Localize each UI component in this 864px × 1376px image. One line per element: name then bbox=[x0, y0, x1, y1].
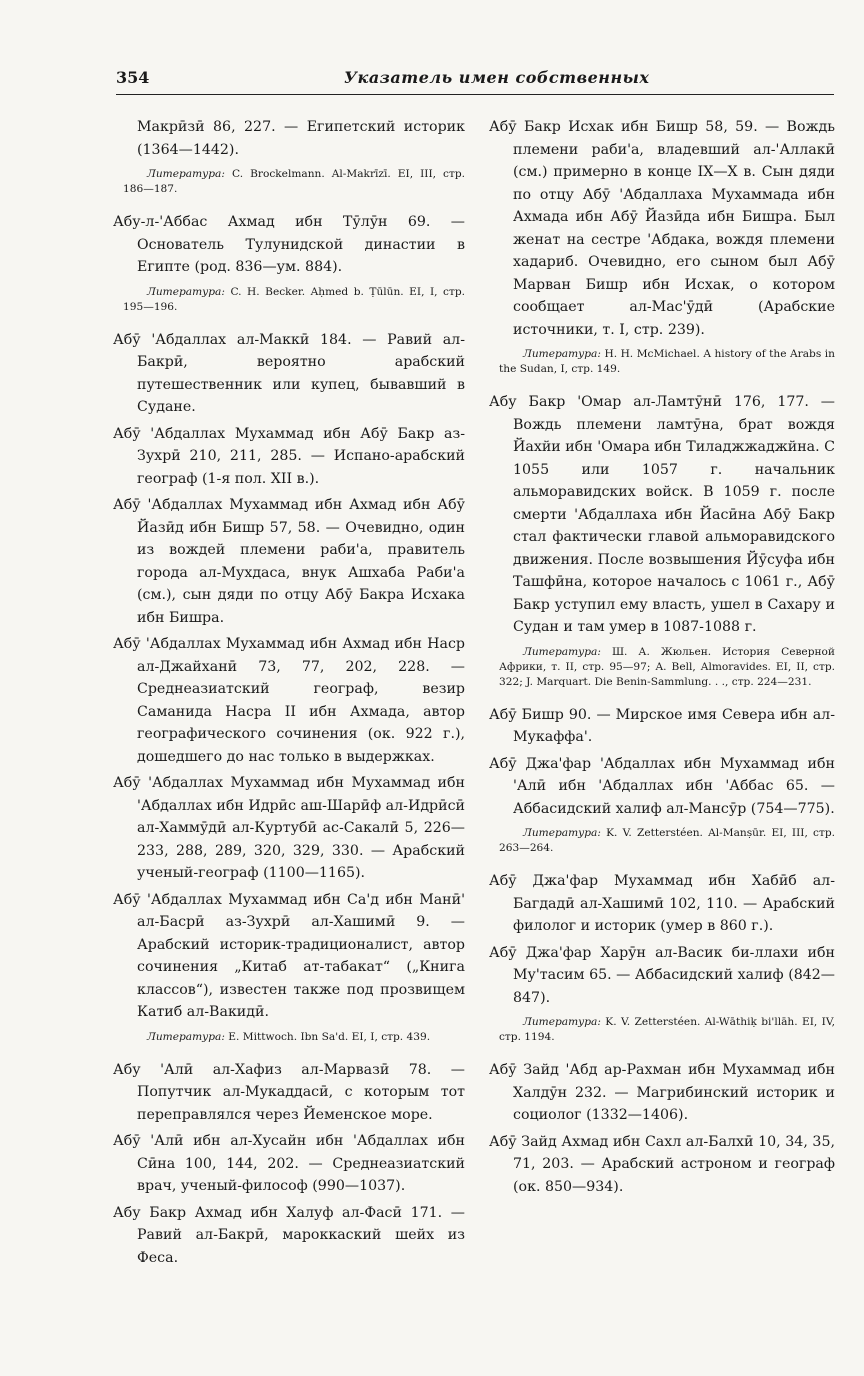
literature-text: C. Brockelmann. Al-Makrīzī. EI, III, стр. 186—187. bbox=[123, 168, 465, 195]
literature-note bbox=[489, 645, 835, 690]
literature-note bbox=[489, 826, 835, 856]
index-entry: Абӯ 'Абдаллах Мухаммад ибн Ахмад ибн Наср ал-Джайханӣ 73, 77, 202, 228. — Среднеазиатский географ, везир Саманида Насра II ибн Ахмада, автор географического сочинения (ок. 922 г.), дошедшего до нас только в выдержках. bbox=[113, 636, 465, 765]
index-entry: Абӯ 'Алӣ ибн ал-Хусайн ибн 'Абдаллах ибн Сӣна 100, 144, 202. — Среднеазиатский врач, ученый-философ (990—1037). bbox=[113, 1133, 465, 1194]
index-entry: Абӯ 'Абдаллах Мухаммад ибн Са'д ибн Манӣ' ал-Басрӣ аз-Зухрӣ ал-Хашимӣ 9. — Арабский историк-традиционалист, автор сочинения „Китаб ат-табакат“ („Книга классов“), известен также под прозвищем Катиб ал-Вакидӣ. bbox=[113, 891, 465, 1020]
literature-note bbox=[489, 347, 835, 377]
index-entry: Абӯ 'Абдаллах Мухаммад ибн Мухаммад ибн 'Абдаллах ибн Идрӣс аш-Шарӣф ал-Идрӣсӣ ал-Хаммӯдӣ ал-Куртубӣ ас-Сакалӣ 5, 226—233, 288, 289, 320, 329, 330. — Арабский ученый-географ (1100—1165). bbox=[113, 775, 465, 881]
index-entry: Абӯ 'Абдаллах Мухаммад ибн Абӯ Бакр аз-Зухрӣ 210, 211, 285. — Испано-арабский географ (1-я пол. XII в.). bbox=[113, 425, 465, 487]
literature-note bbox=[489, 1015, 835, 1045]
literature-label: Литература: bbox=[523, 645, 601, 658]
index-entry: Абӯ Бакр Исхак ибн Бишр 58, 59. — Вождь племени раби'а, владевший ал-'Аллакӣ (см.) примерно в конце IX—X в. Сын дяди по отцу Абӯ 'Абдаллаха Мухаммада ибн Ахмада ибн Абӯ Йазӣда ибн Бишра. Был женат на сестре 'Абдака, вождя племени хадариб. Очевидно, его сыном был Абӯ Марван Бишр ибн Исхак, о котором сообщает ал-Мас'ӯдӣ (Арабские источники, т. I, стр. 239). bbox=[489, 119, 835, 338]
literature-note bbox=[113, 167, 465, 197]
right-column bbox=[489, 116, 835, 1202]
literature-label: Литература: bbox=[147, 285, 225, 298]
literature-text: C. H. Becker. Aḥmed b. Ṭūlūn. EI, I, стр. 195—196. bbox=[123, 285, 465, 313]
literature-text: K. V. Zetterstéen. Al-Manṣūr. EI, III, стр. 263—264. bbox=[499, 827, 835, 854]
literature-label: Литература: bbox=[523, 1016, 601, 1028]
index-entry: Абу-л-'Аббас Ахмад ибн Тӯлӯн 69. — Основатель Тулунидской династии в Египте (род. 836—ум. 884). bbox=[113, 214, 465, 275]
literature-text: H. H. McMichael. A history of the Arabs in the Sudan, I, стр. 149. bbox=[499, 348, 835, 375]
literature-label: Литература: bbox=[147, 1030, 225, 1043]
page-header bbox=[116, 66, 834, 95]
index-entry: Абу Бакр Ахмад ибн Халуф ал-Фасӣ 171. — Равий ал-Бакрӣ, мароккаский шейх из Феса. bbox=[113, 1204, 465, 1266]
index-entry: Абӯ Джа'фар Мухаммад ибн Хабӣб ал-Багдадӣ ал-Хашимӣ 102, 110. — Арабский филолог и историк (умер в 860 г.). bbox=[489, 873, 835, 934]
index-entry: Абӯ 'Абдаллах Мухаммад ибн Ахмад ибн Абӯ Йазӣд ибн Бишр 57, 58. — Очевидно, один из вождей племени раби'а, правитель города ал-Мухдаса, внук Ашхаба Раби'а (см.), сын дяди по отцу Абӯ Бакра Исхака ибн Бишра. bbox=[113, 497, 465, 626]
literature-text: K. V. Zetterstéen. Al-Wāthiḳ bi'llāh. EI, IV, стр. 1194. bbox=[499, 1016, 835, 1043]
literature-label: Литература: bbox=[523, 827, 601, 839]
index-entry: Абӯ Зайд Ахмад ибн Сахл ал-Балхӣ 10, 34, 35, 71, 203. — Арабский астроном и географ (ок. 850—934). bbox=[489, 1133, 835, 1195]
index-entry: Абӯ Бишр 90. — Мирское имя Севера ибн ал-Мукаффа'. bbox=[489, 706, 835, 745]
literature-text: Ш. А. Жюльен. История Северной Африки, т. II, стр. 95—97; A. Bell, Almoravides. EI, II, стр. 322; J. Marquart. Die Benin-Sammlung. . ., стр. 224—231. bbox=[499, 645, 835, 688]
literature-note bbox=[113, 1030, 465, 1045]
left-column bbox=[113, 116, 465, 1273]
index-entry: Абу Бакр 'Омар ал-Ламтӯнӣ 176, 177. — Вождь племени ламтӯна, брат вождя Йахйи ибн 'Омара ибн Тиладжжаджйна. С 1055 или 1057 г. начальник альморавидских войск. В 1059 г. после смерти 'Абдаллаха ибн Йасӣна Абӯ Бакр стал фактически главой альморавидского движения. После возвышения Йӯсуфа ибн Ташфӣна, которое началось с 1061 г., Абӯ Бакр уступил ему власть, ушел в Сахару и Судан и там умер в 1087-1088 г. bbox=[489, 394, 835, 635]
index-entry: Макрӣзӣ 86, 227. — Египетский историк (1364—1442). bbox=[137, 119, 465, 158]
literature-label: Литература: bbox=[147, 168, 225, 180]
index-entry: Абу 'Алӣ ал-Хафиз ал-Марвазӣ 78. — Попутчик ал-Мукаддасӣ, с которым тот переправлялся через Йеменское море. bbox=[113, 1061, 465, 1123]
literature-label: Литература: bbox=[523, 348, 601, 360]
index-entry: Абӯ Зайд 'Абд ар-Рахман ибн Мухаммад ибн Халдӯн 232. — Магрибинский историк и социолог (1332—1406). bbox=[489, 1062, 835, 1123]
literature-text: E. Mittwoch. Ibn Sa'd. EI, I, стр. 439. bbox=[224, 1030, 431, 1043]
running-title: Указатель имен собственных bbox=[344, 68, 650, 87]
page-number: 354 bbox=[116, 68, 150, 87]
index-entry: Абӯ 'Абдаллах ал-Маккӣ 184. — Равий ал-Бакрӣ, вероятно арабский путешественник или купец, бывавший в Судане. bbox=[113, 331, 465, 415]
index-entry: Абӯ Джа'фар Харӯн ал-Васик би-ллахи ибн Му'тасим 65. — Аббасидский халиф (842—847). bbox=[489, 944, 835, 1006]
literature-note bbox=[113, 285, 465, 315]
index-entry: Абӯ Джа'фар 'Абдаллах ибн Мухаммад ибн 'Алӣ ибн 'Абдаллах ибн 'Аббас 65. — Аббасидский халиф ал-Мансӯр (754—775). bbox=[489, 755, 835, 817]
